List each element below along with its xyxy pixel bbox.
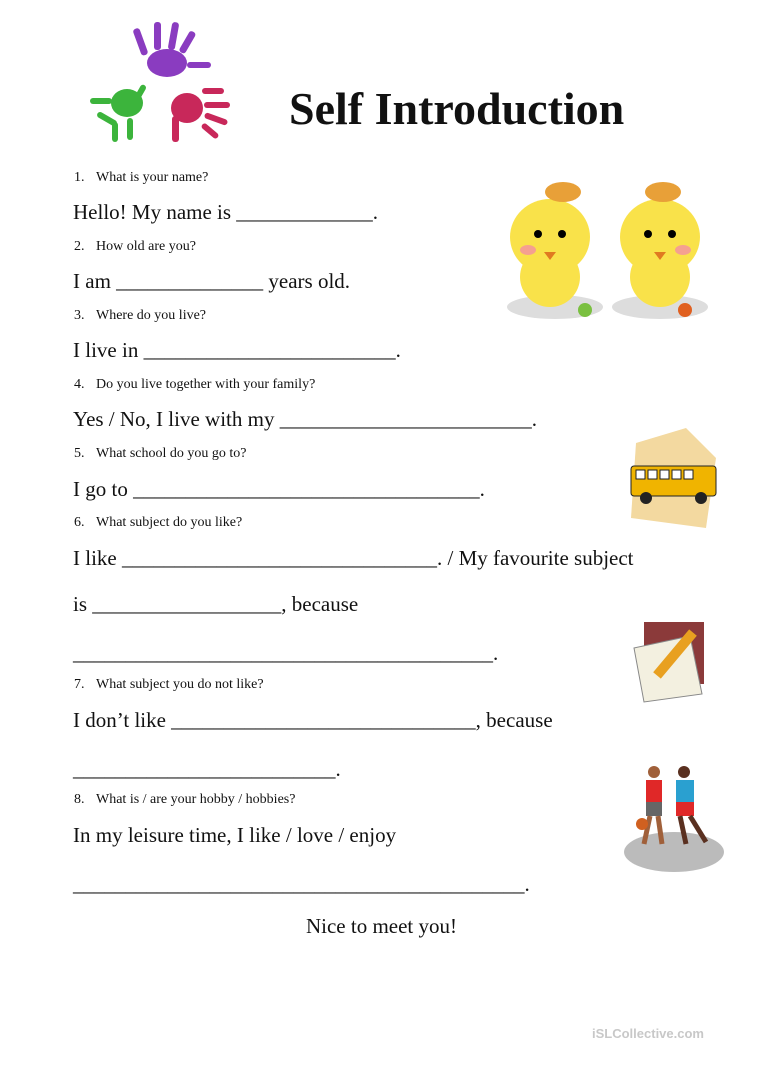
question-label: 1. What is your name? (74, 170, 209, 185)
answer-line[interactable]: _________________________. (73, 757, 341, 781)
basketball-players-image (622, 762, 727, 874)
page-title: Self Introduction (289, 83, 625, 134)
answer-line[interactable]: In my leisure time, I like / love / enjoy (73, 823, 397, 847)
question-label: 8. What is / are your hobby / hobbies? (74, 792, 296, 807)
footer-watermark: iSLCollective.com (592, 1026, 704, 1041)
answer-line[interactable]: is __________________, because (73, 592, 359, 616)
answer-line[interactable]: I don’t like _____________________________, because (73, 708, 553, 732)
question-label: 3. Where do you live? (74, 308, 207, 323)
school-bus-image (626, 428, 721, 533)
question-label: 6. What subject do you like? (74, 515, 243, 530)
handprints-image (82, 18, 247, 148)
answer-line[interactable]: I am ______________ years old. (73, 269, 351, 293)
question-label: 4. Do you live together with your family? (74, 377, 316, 392)
question-label: 7. What subject you do not like? (74, 677, 264, 692)
answer-line[interactable]: I like ______________________________. / My favourite subject (73, 546, 634, 570)
question-label: 2. How old are you? (74, 239, 196, 254)
answer-line[interactable]: Hello! My name is _____________. (73, 200, 379, 224)
answer-line[interactable]: I go to _________________________________. (73, 477, 485, 501)
answer-line[interactable]: Yes / No, I live with my ________________________. (73, 407, 537, 431)
answer-line[interactable]: ________________________________________. (73, 641, 499, 665)
question-label: 5. What school do you go to? (74, 446, 247, 461)
answer-line[interactable]: ___________________________________________. (73, 872, 530, 896)
paper-pencil-image (630, 618, 720, 703)
chicks-image (500, 172, 715, 337)
answer-line[interactable]: I live in ________________________. (73, 338, 401, 362)
closing-text: Nice to meet you! (305, 914, 458, 938)
